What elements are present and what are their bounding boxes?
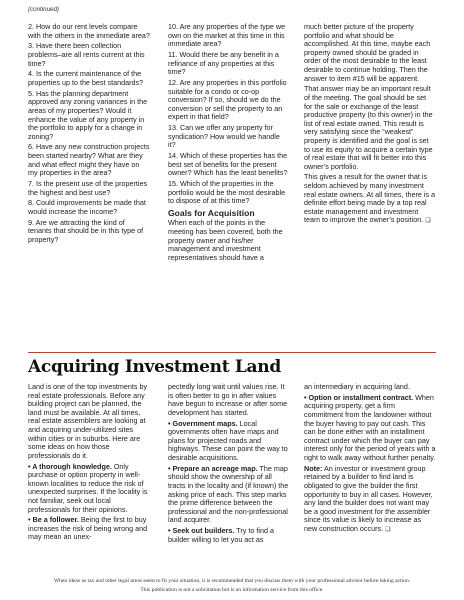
- question-2: 2. How do our rent levels compare with the others in the immediate area?: [28, 22, 150, 40]
- question-6: 6. Have any new construction projects been started nearby? What are they and what effect might they have on my properties in the area?: [28, 142, 150, 178]
- note-text: An investor or investment group retained by a builder to find land is obligated to give the builder the first opportunity to buy in all cases. However, any land the builder does not want may be a good investment for the assembler since its value is likely to increase as new construction occurs.: [304, 463, 433, 533]
- land-intro: Land is one of the top investments by real estate professionals. Before any building project can be planned, the land must be available. At all times, real estate assemblers are looking at and acquiring under-utilized sites within cities or in suburbs. Here are some ideas on how those professionals do it.: [28, 382, 148, 460]
- land-cont-2: an intermediary in acquiring land.: [304, 382, 410, 391]
- tip-knowledge-text: Only purchase or option property in well-known localities to reduce the risk of unexpected surprises. If the locality is not familiar, seek out local professionals for their opinions.: [28, 461, 148, 514]
- goals-paragraph-start: When each of the points in the meeting has been covered, both the property owner and his/her management and investment representatives should have a: [168, 218, 283, 262]
- tip-maps-text: Local governments often have maps and plans for projected roads and highways. These can point the way to desirable acquisitions.: [168, 418, 288, 462]
- tip-option: [304, 394, 436, 463]
- goals-heading: Goals for Acquisition: [168, 207, 255, 218]
- tip-knowledge-lead: • A thorough knowledge.: [28, 461, 112, 471]
- question-7: 7. Is the present use of the properties the highest and best use?: [28, 179, 148, 197]
- tip-builders: [168, 527, 290, 544]
- end-mark-icon: ❑: [425, 218, 431, 225]
- section-divider: [28, 352, 436, 353]
- tip-acreage-lead: • Prepare an acreage map.: [168, 463, 258, 473]
- question-5: 5. Has the planning department approved any zoning variances in the areas of my properties? Would it enhance the value of any property in the portfolio to apply for a change in zoning?: [28, 88, 148, 141]
- goals-paragraph-2: That answer may be an important result of the meeting. The goal should be set for the sale or exchange of the least productive property (to this owner) in the list of real estate owned. This result is very satisfying since the “weakest” property is identified and the goal is set to use its equity to acquire a certain type of real estate that will fit better into this owner’s portfolio.: [304, 84, 433, 171]
- end-mark-icon: ❑: [385, 526, 391, 533]
- question-8: 8. Could improvements be made that would increase the income?: [28, 198, 146, 216]
- tip-knowledge: [28, 463, 149, 515]
- tip-option-text: When acquiring property, get a firm commitment from the landowner without the buyer having to pay out cash. This can be done either with an installment contract under which the buyer can pay interest only for the period of years with a right to walk away without further penalty.: [304, 392, 436, 462]
- tip-option-lead: • Option or installment contract.: [304, 392, 414, 402]
- disclaimer-line-1: When ideas as tax and other legal areas seem to fit your situation, it is recommended that you discuss them with your professional advisor before taking action.: [53, 578, 411, 584]
- disclaimer-line-2: This publication is not a solicitation but is an information service from this office.: [140, 587, 324, 593]
- note: [304, 465, 436, 535]
- goals-paragraph-cont: much better picture of the property portfolio and what should be accomplished. At this time, maybe each property owned should be graded in order of the most desirable to the least desirable to continue holding. Then the answer to item #15 will be apparent.: [304, 22, 431, 83]
- question-13: 13. Can we offer any property for syndication? How would we handle it?: [168, 123, 280, 150]
- questions-column-2: [168, 23, 288, 265]
- goals-paragraph-3: [304, 173, 436, 226]
- question-15: 15. Which of the properties in the portfolio would be the most desirable to dispose of at this time?: [168, 179, 286, 206]
- land-column-1: [28, 383, 149, 544]
- questions-column-1: [28, 23, 150, 247]
- note-lead: Note:: [304, 463, 323, 473]
- goals-column: [304, 23, 436, 228]
- land-column-2: [168, 383, 290, 546]
- continued-label: (continued): [28, 6, 59, 13]
- question-11: 11. Would there be any benefit in a refinance of any properties at this time?: [168, 49, 279, 77]
- tip-maps: [168, 420, 290, 463]
- question-9: 9. Are we attracting the kind of tenants that should be in this type of property?: [28, 217, 144, 244]
- land-column-3: [304, 383, 436, 537]
- tip-acreage-text: The map should show the ownership of all tracts in the locality and (if known) the asking price of each. This step marks the prime difference between the professional and the non-professional land acquirer.: [168, 463, 289, 525]
- section-title: Acquiring Investment Land: [28, 357, 281, 377]
- land-cont: pectedly long wait until values rise. It is often better to go in after values have begun to increase or after some development has started.: [168, 382, 288, 417]
- tip-maps-lead: • Government maps.: [168, 418, 238, 428]
- question-10: 10. Are any properties of the type we own on the market at this time in this immediate area?: [168, 22, 286, 49]
- tip-acreage: [168, 465, 290, 525]
- tip-builders-text: Try to find a builder willing to let you act as: [168, 526, 274, 544]
- question-4: 4. Is the current maintenance of the properties up to the best standards?: [28, 69, 144, 87]
- tip-builders-lead: • Seek out builders.: [168, 526, 235, 536]
- question-3: 3. Have there been collection problems–are all rents current at this time?: [28, 41, 145, 68]
- tip-follower-lead: • Be a follower.: [28, 515, 79, 525]
- question-12: 12. Are any properties in this portfolio suitable for a condo or co-op conversion? If so, should we do the conversion or sell the property to an expert in that field?: [168, 77, 287, 122]
- tip-follower-text: Being the first to buy increases the risk of being wrong and may mean an unex-: [28, 515, 148, 542]
- tip-follower: [28, 516, 149, 542]
- question-14: 14. Which of these properties has the best set of benefits for the present owner? Which has the least benefits?: [168, 151, 288, 178]
- goals-paragraph-3-text: This gives a result for the owner that is seldom achieved by many investment real estate owners. At all times, there is a definite effort being made by a top real estate management and investment team to improve the owner’s position.: [304, 172, 436, 225]
